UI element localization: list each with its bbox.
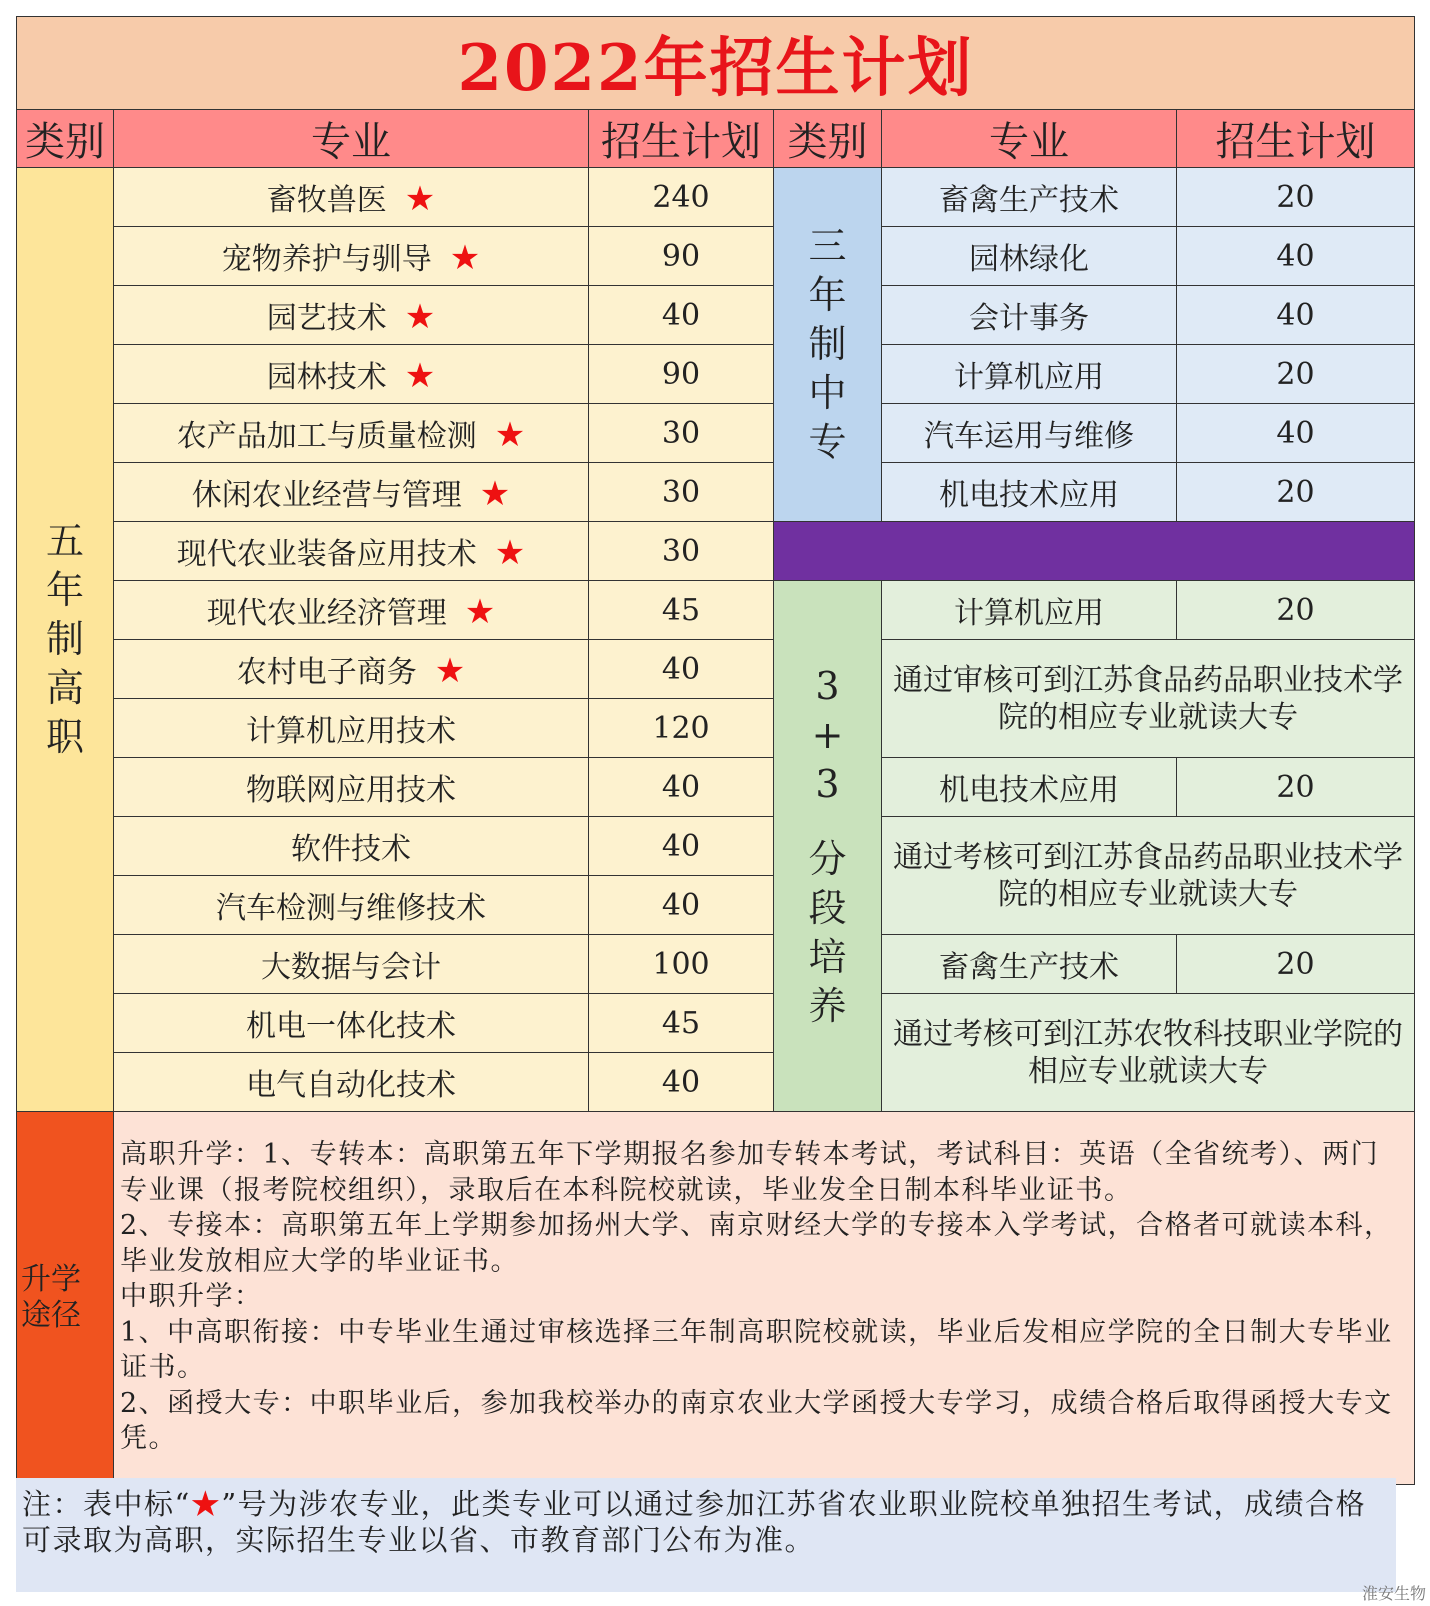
- table-row: [17, 463, 1415, 522]
- major-name: 现代农业经济管理: [206, 596, 447, 631]
- pathway-text: [114, 1112, 1415, 1485]
- category-three-year-label-char: 年: [808, 273, 847, 317]
- category-three-year-label-char: 三: [808, 224, 847, 268]
- major-cell: [114, 463, 589, 522]
- plan-cell: 120: [589, 699, 774, 758]
- table-row: [17, 640, 1415, 699]
- category-five-year: [17, 168, 114, 1112]
- major-cell: 计算机应用: [882, 345, 1177, 404]
- footer-prefix: 注：表中标“: [22, 1487, 191, 1521]
- major-cell: 汽车运用与维修: [882, 404, 1177, 463]
- watermark: 淮安生物: [1361, 1584, 1426, 1603]
- star-icon: ★: [494, 533, 526, 573]
- major-cell: 会计事务: [882, 286, 1177, 345]
- plan-cell: 20: [1177, 463, 1415, 522]
- category-three-plus-three-label-char: 培: [808, 934, 847, 979]
- plan-cell: 30: [589, 463, 774, 522]
- category-five-year-label-char: 高: [45, 666, 84, 710]
- major-cell: 园林绿化: [882, 227, 1177, 286]
- major-cell: [114, 227, 589, 286]
- star-icon: ★: [404, 297, 436, 337]
- major-cell: 畜禽生产技术: [882, 168, 1177, 227]
- plan-cell: 240: [589, 168, 774, 227]
- plan-cell: 100: [589, 935, 774, 994]
- major-cell: [114, 817, 589, 876]
- major-name: 大数据与会计: [261, 950, 441, 985]
- major-cell: [114, 345, 589, 404]
- major-name: 休闲农业经营与管理: [191, 478, 462, 513]
- plan-cell: 40: [589, 817, 774, 876]
- category-three-plus-three-label-char: 分: [808, 836, 847, 881]
- table-row: [17, 522, 1415, 581]
- category-three-year-label: [774, 222, 881, 467]
- category-three-plus-three-label-char: 3: [815, 663, 840, 708]
- category-three-year-label-char: 专: [808, 420, 847, 464]
- category-three-year: [774, 168, 882, 522]
- transfer-note: 通过审核可到江苏食品药品职业技术学院的相应专业就读大专: [882, 640, 1415, 758]
- divider-bar: [774, 522, 1415, 581]
- category-five-year-label-char: 职: [45, 715, 84, 759]
- major-cell: 机电技术应用: [882, 463, 1177, 522]
- footer-note: [16, 1478, 1396, 1592]
- major-name: 计算机应用技术: [246, 714, 456, 749]
- pathway-label-text: 升学途径: [21, 1262, 81, 1333]
- star-icon: ★: [479, 474, 511, 514]
- category-three-year-label-char: 制: [808, 322, 847, 366]
- major-cell: [114, 876, 589, 935]
- plan-cell: 40: [589, 758, 774, 817]
- major-cell: [114, 994, 589, 1053]
- header-plan-left: 招生计划: [589, 110, 774, 168]
- plan-cell: 40: [589, 286, 774, 345]
- major-name: 农村电子商务: [236, 655, 417, 690]
- header-row: [17, 110, 1415, 168]
- enrollment-plan: [16, 16, 1414, 1485]
- pathway-row: [17, 1112, 1415, 1485]
- table-row: [17, 286, 1415, 345]
- header-category-right: 类别: [774, 110, 882, 168]
- table-row: [17, 168, 1415, 227]
- plan-cell: 20: [1177, 581, 1415, 640]
- category-five-year-label-char: 五: [45, 519, 84, 563]
- plan-cell: 40: [1177, 227, 1415, 286]
- plan-cell: 20: [1177, 935, 1415, 994]
- major-cell: [114, 1053, 589, 1112]
- plan-cell: 20: [1177, 168, 1415, 227]
- major-name: 电气自动化技术: [246, 1068, 456, 1103]
- category-five-year-label-char: 制: [45, 617, 84, 661]
- major-name: 现代农业装备应用技术: [176, 537, 477, 572]
- pathway-label: [17, 1112, 114, 1485]
- major-name: 物联网应用技术: [246, 773, 456, 808]
- category-five-year-label-char: 年: [45, 568, 84, 612]
- table-row: [17, 345, 1415, 404]
- major-name: 软件技术: [291, 832, 411, 867]
- star-icon: ★: [464, 592, 496, 632]
- plan-cell: 30: [589, 522, 774, 581]
- major-name: 畜牧兽医: [266, 183, 387, 218]
- star-icon: ★: [449, 238, 481, 278]
- major-cell: [114, 935, 589, 994]
- plan-cell: 40: [1177, 404, 1415, 463]
- major-cell: [114, 286, 589, 345]
- header-plan-right: 招生计划: [1177, 110, 1415, 168]
- major-cell: 畜禽生产技术: [882, 935, 1177, 994]
- plan-cell: 40: [1177, 286, 1415, 345]
- major-name: 宠物养护与驯导: [221, 242, 432, 277]
- major-cell: [114, 758, 589, 817]
- pathway-line: 2、专接本：高职第五年上学期参加扬州大学、南京财经大学的专接本入学考试，合格者可就读本科，毕业发放相应大学的毕业证书。: [120, 1210, 1393, 1277]
- table-row: [17, 935, 1415, 994]
- plan-cell: 20: [1177, 345, 1415, 404]
- category-three-plus-three-label-char: 段: [808, 885, 847, 930]
- star-icon: ★: [404, 356, 436, 396]
- plan-cell: 45: [589, 994, 774, 1053]
- pathway-line: 中职升学：: [120, 1281, 263, 1313]
- category-three-plus-three-label-char: 3: [815, 761, 840, 806]
- category-three-plus-three-label-char: 养: [808, 983, 847, 1028]
- star-icon: ★: [190, 1487, 222, 1521]
- plan-cell: 30: [589, 404, 774, 463]
- plan-cell: 20: [1177, 758, 1415, 817]
- table-row: [17, 227, 1415, 286]
- title-cell: [17, 17, 1415, 110]
- major-name: 园林技术: [266, 360, 387, 395]
- enrollment-table: [16, 16, 1415, 1485]
- star-icon: ★: [434, 651, 466, 691]
- header-major-left: 专业: [114, 110, 589, 168]
- pathway-line: 2、函授大专：中职毕业后，参加我校举办的南京农业大学函授大专学习，成绩合格后取得函授大专文凭。: [120, 1387, 1393, 1455]
- major-cell: [114, 581, 589, 640]
- major-cell: [114, 404, 589, 463]
- pathway-line: 高职升学：1、专转本：高职第五年下学期报名参加专转本考试，考试科目：英语（全省统考）、两门专业课（报考院校组织），录取后在本科院校就读，毕业发全日制本科毕业证书。: [120, 1139, 1380, 1206]
- transfer-note: 通过考核可到江苏食品药品职业技术学院的相应专业就读大专: [882, 817, 1415, 935]
- table-row: [17, 817, 1415, 876]
- category-five-year-label: [17, 517, 113, 762]
- table-row: [17, 994, 1415, 1053]
- major-cell: 计算机应用: [882, 581, 1177, 640]
- major-cell: 机电技术应用: [882, 758, 1177, 817]
- major-name: 农产品加工与质量检测: [176, 419, 477, 454]
- plan-cell: 90: [589, 227, 774, 286]
- plan-cell: 40: [589, 640, 774, 699]
- footer-suffix: ”号为涉农专业，此类专业可以通过参加江苏省农业职业院校单独招生考试，成绩合格可录取为高职，实际招生专业以省、市教育部门公布为准。: [22, 1487, 1367, 1557]
- category-three-year-label-char: 中: [808, 371, 847, 415]
- transfer-note: 通过考核可到江苏农牧科技职业学院的相应专业就读大专: [882, 994, 1415, 1112]
- category-three-plus-three-label-char: +: [811, 712, 844, 757]
- star-icon: ★: [494, 415, 526, 455]
- plan-cell: 45: [589, 581, 774, 640]
- major-name: 机电一体化技术: [246, 1009, 456, 1044]
- page-title: 2022年招生计划: [457, 31, 974, 106]
- plan-cell: 40: [589, 876, 774, 935]
- plan-cell: 40: [589, 1053, 774, 1112]
- table-row: [17, 404, 1415, 463]
- table-row: [17, 758, 1415, 817]
- header-major-right: 专业: [882, 110, 1177, 168]
- plan-cell: 90: [589, 345, 774, 404]
- star-icon: ★: [404, 179, 436, 219]
- major-cell: [114, 699, 589, 758]
- major-cell: [114, 168, 589, 227]
- category-three-plus-three-label: [774, 662, 881, 1031]
- major-cell: [114, 522, 589, 581]
- major-cell: [114, 640, 589, 699]
- header-category-left: 类别: [17, 110, 114, 168]
- major-name: 园艺技术: [266, 301, 387, 336]
- major-name: 汽车检测与维修技术: [216, 891, 486, 926]
- table-row: [17, 581, 1415, 640]
- category-three-plus-three: [774, 581, 882, 1112]
- pathway-line: 1、中高职衔接：中专毕业生通过审核选择三年制高职院校就读，毕业后发相应学院的全日制大专毕业证书。: [120, 1316, 1393, 1384]
